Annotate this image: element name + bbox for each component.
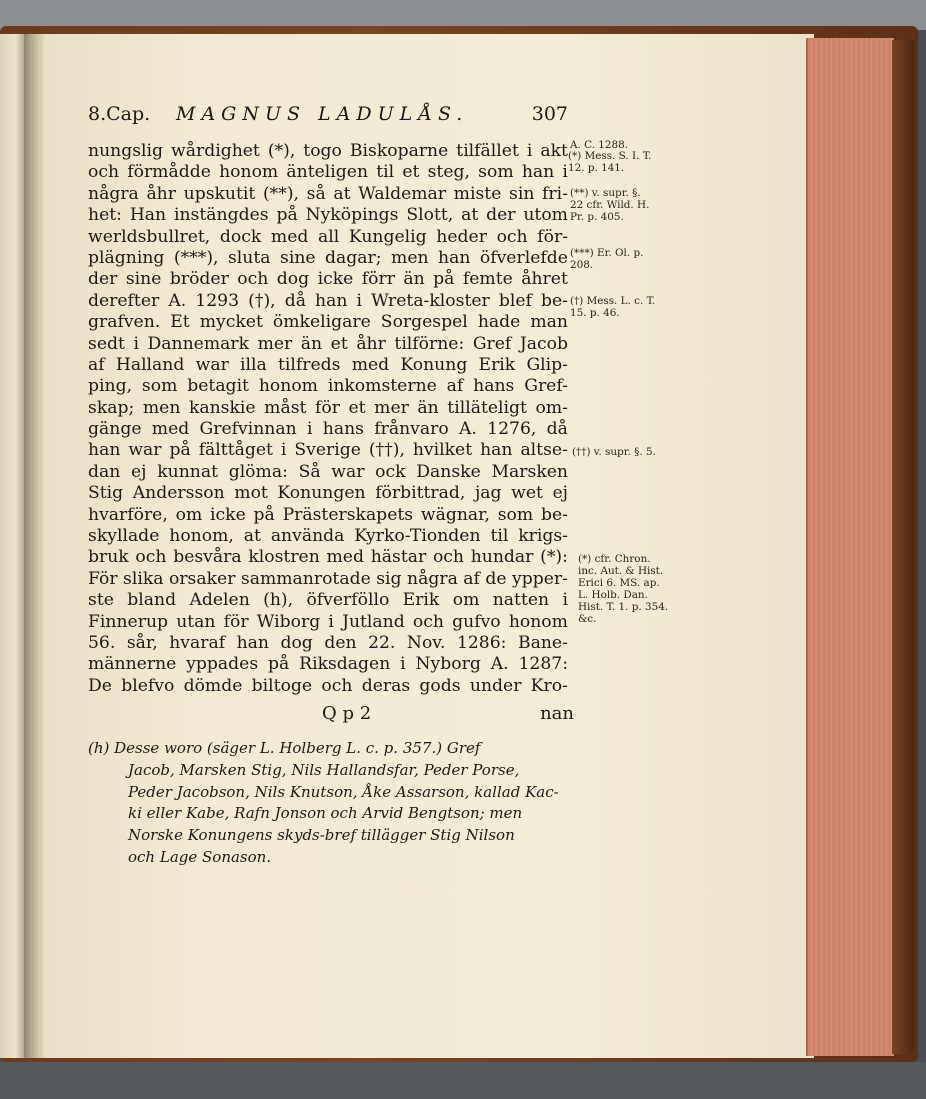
footnote-line: Jacob, Marsken Stig, Nils Hallandsfar, Peder Porse, xyxy=(128,760,520,779)
marginal-note-line: (††) v. supr. §. 5. xyxy=(572,446,656,458)
marginal-note xyxy=(578,553,668,625)
text-line: skyllade honom, at använda Kyrko-Tionden til krigs- xyxy=(88,526,568,547)
marginal-note-line: &c. xyxy=(578,613,597,625)
text-line: dan ej kunnat glöma: Så war ock Danske Marsken xyxy=(88,461,568,482)
signature-mark: Q p 2 xyxy=(322,703,372,724)
signature-line xyxy=(88,703,574,727)
marginal-note-line: L. Holb. Dan. xyxy=(578,589,648,601)
text-line: der sine bröder och dog icke förr än på femte åhret xyxy=(88,269,568,290)
text-line: af Halland war illa tilfreds med Konung Erik Glip- xyxy=(88,354,568,375)
marginal-note-line: A. C. 1288. xyxy=(570,139,629,151)
left-page-edge xyxy=(0,34,26,1058)
text-line: ping, som betagit honom inkomsterne af hans Gref- xyxy=(88,376,568,397)
text-line: bruk och besvåra klostren med hästar och hundar (*): xyxy=(88,547,568,568)
footnote-line: Peder Jacobson, Nils Knutson, Åke Assarson, kallad Kac- xyxy=(128,782,559,801)
marginal-note-line: inc. Aut. & Hist. xyxy=(578,565,664,577)
marginal-note xyxy=(570,295,655,319)
text-line: sedt i Dannemark mer än et åhr tilförne: Gref Jacob xyxy=(88,333,568,354)
footnote-line: ki eller Kabe, Rafn Jonson och Arvid Bengtson; men xyxy=(128,804,523,823)
text-line: några åhr upskutit (**), så at Waldemar miste sin fri- xyxy=(88,183,568,204)
marginal-note xyxy=(568,150,651,174)
text-line: han war på fälttåget i Sverige (††), hvilket han altse- xyxy=(88,440,568,461)
background-bottom xyxy=(0,1062,926,1099)
page-fore-edge xyxy=(806,38,894,1056)
marginal-note-line: Erici 6. MS. ap. xyxy=(578,577,660,589)
text-line: 56. sår, hvaraf han dog den 22. Nov. 1286: Bane- xyxy=(88,632,568,653)
marginal-note-line: 15. p. 46. xyxy=(570,307,620,319)
marginal-note xyxy=(570,187,649,223)
text-line: derefter A. 1293 (†), då han i Wreta-kloster blef be- xyxy=(88,290,568,311)
marginal-note-line: (*) cfr. Chron. xyxy=(578,553,651,565)
marginal-note-line: (*) Mess. S. I. T. xyxy=(568,150,652,162)
text-line: ste bland Adelen (h), öfverföllo Erik om natten i xyxy=(88,590,568,611)
chapter-label: 8.Cap. xyxy=(88,103,151,125)
marginal-note-line: (***) Er. Ol. p. xyxy=(570,247,644,259)
text-line: För slika orsaker sammanrotade sig några af de ypper- xyxy=(88,568,568,589)
marginal-note-line: 22 cfr. Wild. H. xyxy=(570,199,650,211)
text-line: het: Han instängdes på Nyköpings Slott, at der utom xyxy=(88,205,568,226)
marginal-note-line: (†) Mess. L. c. T. xyxy=(570,295,656,307)
text-line: männerne yppades på Riksdagen i Nyborg A. 1287: xyxy=(88,654,568,675)
text-line: De blefvo dömde biltoge och deras gods under Kro- xyxy=(88,675,568,696)
book-gutter xyxy=(24,34,46,1058)
footnote-block xyxy=(88,738,588,869)
marginal-note xyxy=(570,247,643,271)
text-line: och förmådde honom änteligen til et steg, som han i xyxy=(88,162,568,183)
footnote-line: (h) Desse woro (säger L. Holberg L. c. p. 357.) Gref xyxy=(88,739,481,757)
text-line: hvarföre, om icke på Prästerskapets wägnar, som be- xyxy=(88,504,568,525)
marginal-note-line: 12. p. 141. xyxy=(568,162,625,174)
marginal-note-line: Pr. p. 405. xyxy=(570,211,624,223)
page-number: 307 xyxy=(531,103,568,125)
footnote-line: Norske Konungens skyds-bref tillägger Stig Nilson xyxy=(128,826,515,845)
text-line: werldsbullret, dock med all Kungelig heder och för- xyxy=(88,226,568,247)
text-line: gänge med Grefvinnan i hans frånvaro A. 1276, då xyxy=(88,419,568,440)
marginal-note-line: 208. xyxy=(570,259,594,271)
text-line: Finnerup utan för Wiborg i Jutland och gufvo honom xyxy=(88,611,568,632)
text-line: plägning (***), sluta sine dagar; men han öfverlefde xyxy=(88,247,568,268)
footnote-line: och Lage Sonason. xyxy=(128,847,272,866)
marginal-note-line: Hist. T. 1. p. 354. xyxy=(578,601,669,613)
catchword: nan xyxy=(540,703,574,724)
text-line: skap; men kanskie måst för et mer än tilläteligt om- xyxy=(88,397,568,418)
text-line: nungslig wårdighet (*), togo Biskoparne tilfället i akt xyxy=(88,141,568,161)
text-line: grafven. Et mycket ömkeligare Sorgespel hade man xyxy=(88,312,568,333)
running-title: MAGNUS LADULÅS. xyxy=(176,103,469,125)
running-head xyxy=(88,103,568,131)
marginal-note-line: (**) v. supr. §. xyxy=(570,187,641,199)
text-line: Stig Andersson mot Konungen förbittrad, jag wet ej xyxy=(88,483,568,504)
cover-edge xyxy=(892,40,914,1054)
main-text-block xyxy=(88,141,568,697)
marginal-note xyxy=(572,446,656,458)
